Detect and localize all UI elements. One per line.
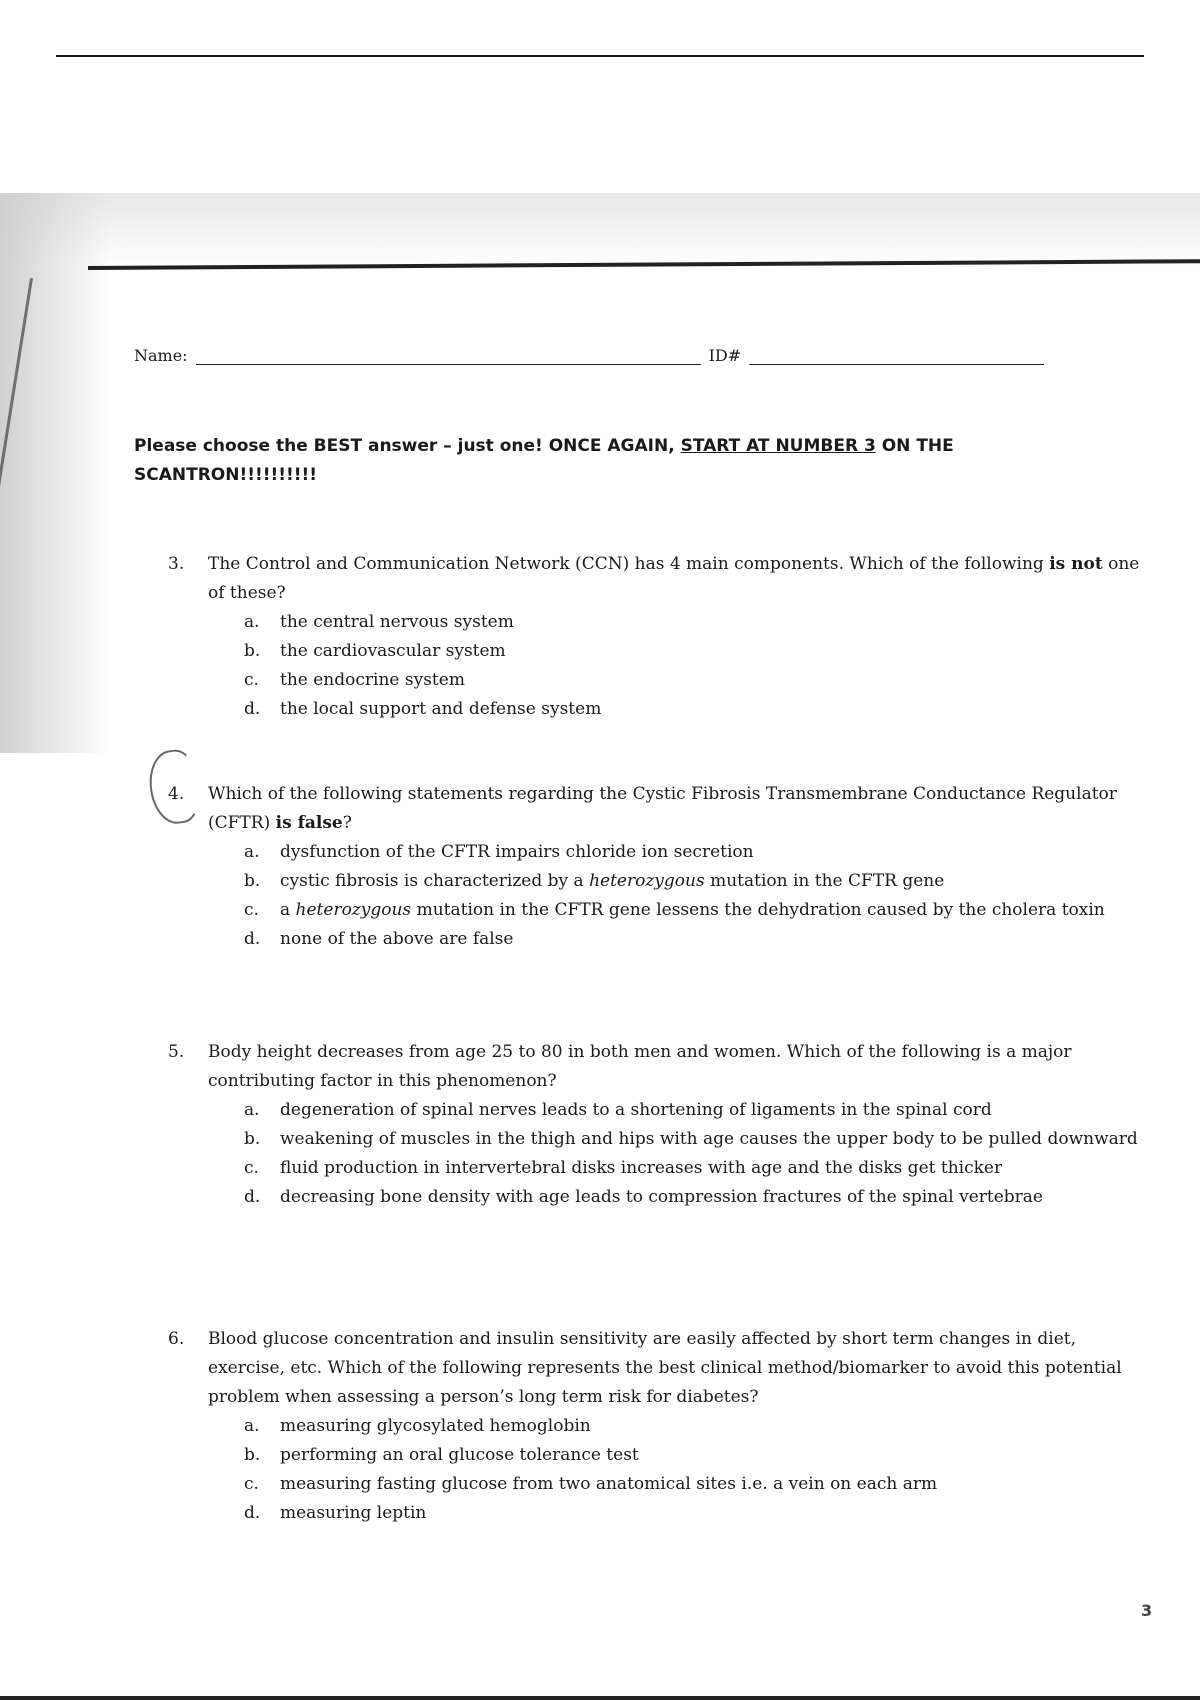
- top-rule: [56, 55, 1144, 57]
- option-a: a. measuring glycosylated hemoglobin: [244, 1416, 591, 1436]
- question-5: [168, 1038, 1143, 1212]
- option-a: a. dysfunction of the CFTR impairs chloride ion secretion: [244, 842, 754, 862]
- instructions-text: Please choose the BEST answer – just one! ONCE AGAIN,: [134, 436, 681, 456]
- option-b: b. performing an oral glucose tolerance test: [244, 1445, 639, 1465]
- instructions-underlined: START AT NUMBER 3: [680, 436, 876, 456]
- answer-options: [208, 1412, 1143, 1528]
- option-d: d. measuring leptin: [244, 1503, 427, 1523]
- question-number: 6.: [168, 1329, 185, 1349]
- question-text: Which of the following statements regarding the Cystic Fibrosis Transmembrane Conductance Regulator (CFTR) is false?: [208, 784, 1117, 833]
- option-a: a. the central nervous system: [244, 612, 514, 632]
- question-number: 4.: [168, 784, 185, 804]
- name-id-row: [134, 343, 1079, 365]
- scan-shadow: [0, 193, 110, 753]
- name-field[interactable]: [196, 346, 701, 365]
- option-a: a. degeneration of spinal nerves leads to a shortening of ligaments in the spinal cord: [244, 1100, 992, 1120]
- answer-options: [208, 838, 1143, 954]
- option-c: c. measuring fasting glucose from two anatomical sites i.e. a vein on each arm: [244, 1474, 938, 1494]
- question-number: 5.: [168, 1042, 185, 1062]
- question-text: Blood glucose concentration and insulin sensitivity are easily affected by short term changes in diet, exercise, etc. Which of the following represents the best clinical method/biomarker to avoid this potential problem when assessing a person’s long term risk for diabetes?: [208, 1329, 1122, 1407]
- option-b: b. weakening of muscles in the thigh and hips with age causes the upper body to be pulled downward: [244, 1129, 1138, 1149]
- bottom-edge: [0, 1696, 1200, 1700]
- option-c: c. a heterozygous mutation in the CFTR gene lessens the dehydration caused by the cholera toxin: [244, 900, 1105, 920]
- option-c: c. the endocrine system: [244, 670, 465, 690]
- option-d: d. the local support and defense system: [244, 699, 602, 719]
- id-field[interactable]: [749, 346, 1044, 365]
- answer-options: [208, 1096, 1143, 1212]
- question-number: 3.: [168, 554, 185, 574]
- paper-top-edge: [88, 259, 1200, 270]
- question-4: [168, 780, 1143, 954]
- instructions-text-end: ON THE SCANTRON!!!!!!!!!!: [134, 436, 954, 485]
- answer-options: [208, 608, 1143, 724]
- id-label: ID#: [708, 346, 742, 365]
- name-label: Name:: [134, 346, 188, 365]
- page-number: 3: [1141, 1601, 1153, 1620]
- option-b: b. cystic fibrosis is characterized by a heterozygous mutation in the CFTR gene: [244, 871, 945, 891]
- question-text: Body height decreases from age 25 to 80 in both men and women. Which of the following is a major contributing factor in this phenomenon?: [208, 1042, 1072, 1091]
- option-b: b. the cardiovascular system: [244, 641, 506, 661]
- option-c: c. fluid production in intervertebral disks increases with age and the disks get thicker: [244, 1158, 1003, 1178]
- question-text: The Control and Communication Network (CCN) has 4 main components. Which of the following is not one of these?: [208, 554, 1140, 603]
- question-3: [168, 550, 1143, 724]
- option-d: d. decreasing bone density with age leads to compression fractures of the spinal vertebrae: [244, 1187, 1043, 1207]
- option-d: d. none of the above are false: [244, 929, 514, 949]
- instructions: [134, 432, 1094, 490]
- question-6: [168, 1325, 1143, 1528]
